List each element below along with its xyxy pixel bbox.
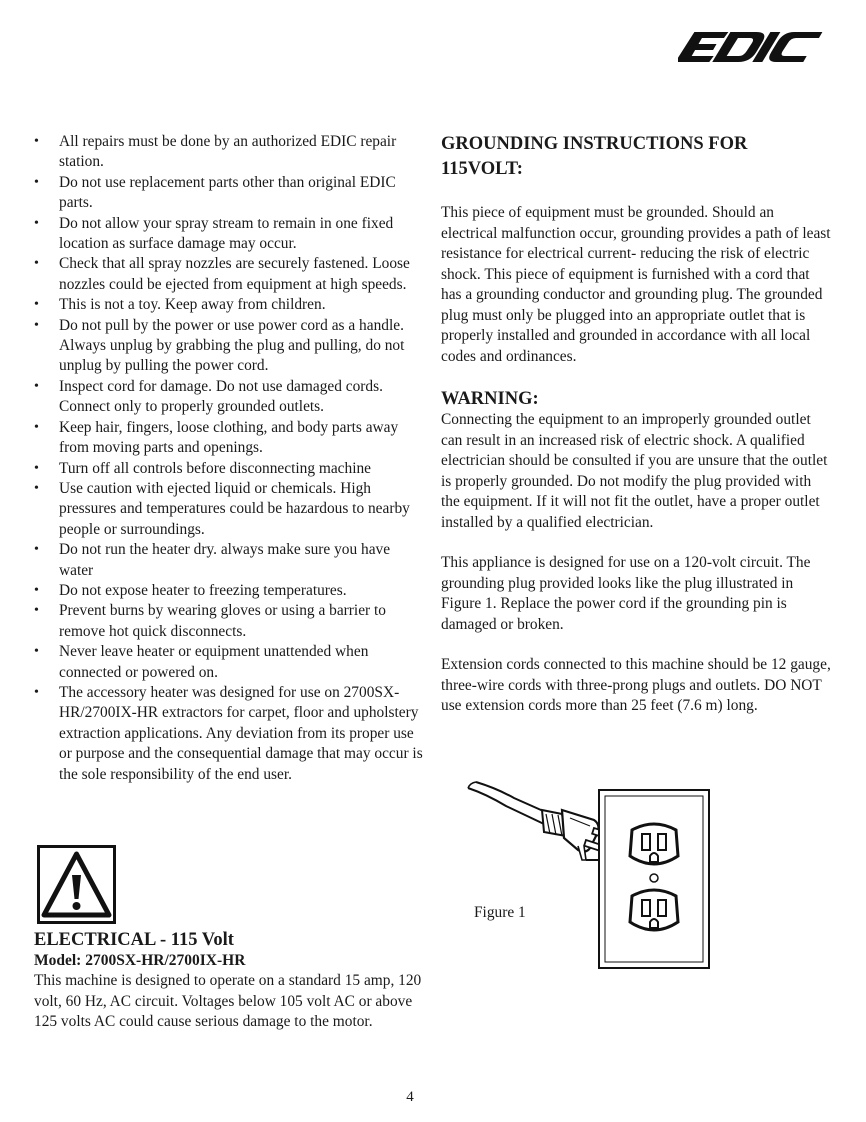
page-number: 4	[406, 1089, 414, 1105]
bullet-item: • Check that all spray nozzles are securely fastened. Loose nozzles could be ejected from equipment at high speeds.	[34, 254, 426, 295]
warning-paragraph: Connecting the equipment to an improperly grounded outlet can result in an increased risk of electric shock. A qualified electrician should be consulted if you are unsure that the outlet is properly grounded. Do not modify the plug provided with the equipment. If it will not fit the outlet, have a proper outlet installed by a qualified electrician.	[441, 411, 828, 531]
bullet-item: • Do not use replacement parts other than original EDIC parts.	[34, 173, 426, 214]
plug-outlet-figure	[466, 780, 716, 970]
bullet-item: • Do not run the heater dry. always make sure you have water	[34, 540, 426, 581]
bullet-item: • Use caution with ejected liquid or chemicals. High pressures and temperatures could be hazardous to nearby people or surroundings.	[34, 479, 426, 540]
bullet-item: • All repairs must be done by an authorized EDIC repair station.	[34, 132, 426, 173]
grounding-heading: GROUNDING INSTRUCTIONS FOR 115VOLT:	[441, 134, 748, 179]
bullet-item: • Keep hair, fingers, loose clothing, and body parts away from moving parts and openings.	[34, 418, 426, 459]
warning-title: WARNING:	[441, 389, 539, 409]
bullet-item: • Turn off all controls before disconnecting machine	[34, 459, 426, 479]
warning-triangle-icon	[37, 845, 116, 924]
bullet-item: • Do not expose heater to freezing temperatures.	[34, 581, 426, 601]
electrical-title: ELECTRICAL - 115 Volt	[34, 930, 234, 950]
safety-bullet-list	[34, 132, 426, 785]
extension-cord-paragraph: Extension cords connected to this machine should be 12 gauge, three-wire cords with three-prong plugs and outlets. DO NOT use extension cords more than 25 feet (7.6 m) long.	[441, 656, 831, 714]
edic-logo	[678, 28, 834, 66]
bullet-item: • This is not a toy. Keep away from children.	[34, 295, 426, 315]
bullet-item: • Inspect cord for damage. Do not use damaged cords. Connect only to properly grounded outlets.	[34, 377, 426, 418]
bullet-item: • Do not pull by the power or use power cord as a handle. Always unplug by grabbing the plug and pulling, do not unplug by pulling the power cord.	[34, 316, 426, 377]
bullet-item: • Do not allow your spray stream to remain in one fixed location as surface damage may occur.	[34, 214, 426, 255]
electrical-body: This machine is designed to operate on a standard 15 amp, 120 volt, 60 Hz, AC circuit. Voltages below 105 volt AC or above 125 volts AC could cause serious damage to the motor.	[34, 972, 422, 1030]
bullet-item: • Never leave heater or equipment unattended when connected or powered on.	[34, 642, 426, 683]
grounding-column	[441, 132, 833, 717]
model-line: Model: 2700SX-HR/2700IX-HR	[34, 952, 246, 969]
bullet-item: • The accessory heater was designed for use on 2700SX-HR/2700IX-HR extractors for carpet, floor and upholstery extraction applications. Any deviation from its proper use or purpose and the consequential damage that may occur is the sole responsibility of the end user.	[34, 683, 426, 785]
safety-list-column	[34, 132, 426, 785]
electrical-section	[34, 929, 430, 1033]
grounding-paragraph: This piece of equipment must be grounded. Should an electrical malfunction occur, grounding provides a path of least resistance for electrical current- reducing the risk of electric shock. This piece of equipment is furnished with a cord that has a grounding conductor and grounding plug. The grounded plug must only be plugged into an appropriate outlet that is properly installed and grounded in accordance with all local codes and ordinances.	[441, 204, 831, 365]
figure-caption: Figure 1	[474, 904, 526, 921]
bullet-item: • Prevent burns by wearing gloves or using a barrier to remove hot quick disconnects.	[34, 601, 426, 642]
circuit-paragraph: This appliance is designed for use on a 120-volt circuit. The grounding plug provided looks like the plug illustrated in Figure 1. Replace the power cord if the grounding pin is damaged or broken.	[441, 554, 811, 633]
